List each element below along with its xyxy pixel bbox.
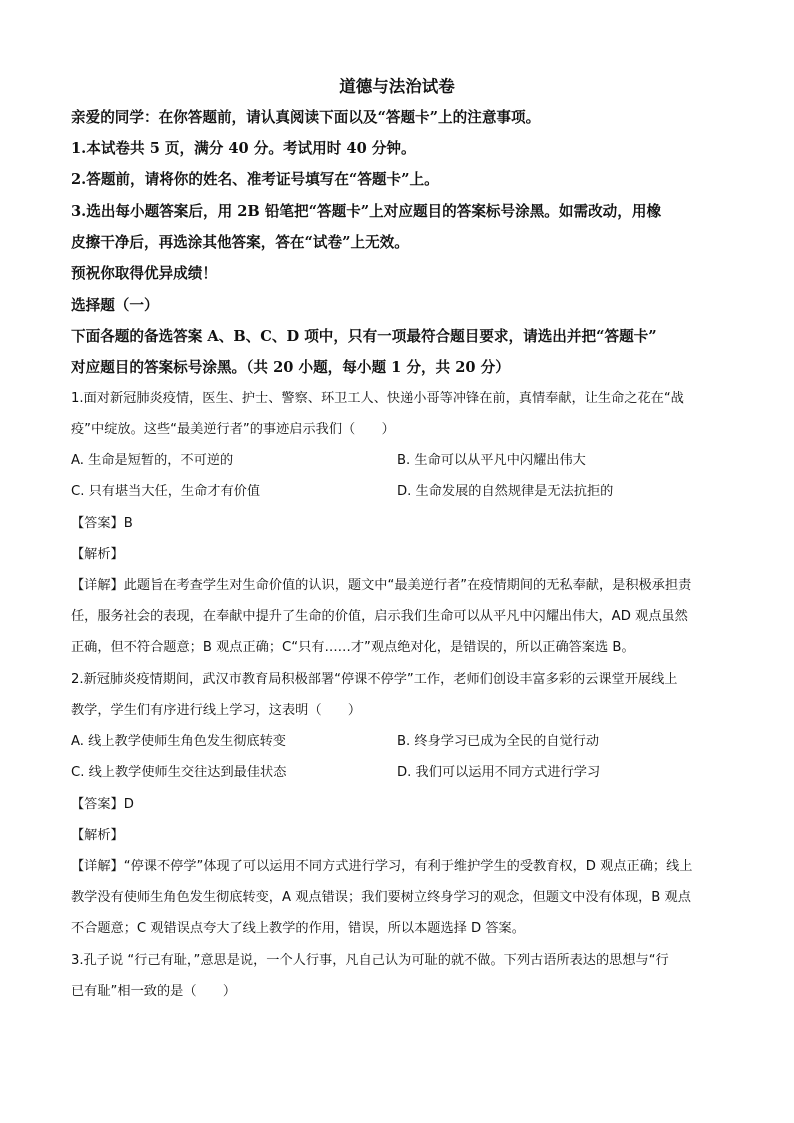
- question-1-analysis-label: [71, 544, 124, 565]
- question-2-detail-line-3: 不合题意；C 观错误点夸大了线上教学的作用，错误，所以本题选择 D 答案。: [71, 921, 525, 936]
- question-2-detail-line-2: 教学没有使师生角色发生彻底转变，A 观点错误；我们要树立终身学习的观念，但题文中没有体现，B 观点: [71, 890, 691, 905]
- question-1-detail-line-3: 正确，但不符合题意；B 观点正确；C“只有……才”观点绝对化，是错误的，所以正确答案选 B。: [71, 640, 635, 655]
- question-2-option-a: A. 线上教学使师生角色发生彻底转变: [71, 734, 286, 749]
- question-3-stem-line-1: 3.孔子说 “行己有耻，”意思是说，一个人行事，凡自己认为可耻的就不做。下列古语所表达的思想与“行: [71, 953, 669, 968]
- section-title: 选择题（一）: [71, 297, 159, 314]
- answer-label: 【答案】: [71, 797, 124, 812]
- instruction-item-2: 2.答题前，请将你的姓名、准考证号填写在“答题卡”上。: [71, 171, 439, 188]
- section-desc-line-1: 下面各题的备选答案 A、B、C、D 项中，只有一项最符合题目要求，请选出并把“答题卡”: [71, 328, 657, 345]
- question-2-stem-line-2: 教学，学生们有序进行线上学习，这表明（ ）: [71, 703, 362, 718]
- answer-label: 【答案】: [71, 516, 124, 531]
- question-1-option-d: D. 生命发展的自然规律是无法抗拒的: [397, 484, 614, 499]
- analysis-label: 【解析】: [71, 547, 124, 562]
- page-title: 道德与法治试卷: [339, 77, 455, 96]
- detail-text: “停课不停学”体现了可以运用不同方式进行学习，有利于维护学生的受教育权，D 观点正确；线上: [123, 859, 693, 874]
- analysis-label: 【解析】: [71, 828, 124, 843]
- answer-value: B: [123, 516, 133, 531]
- question-2-option-d: D. 我们可以运用不同方式进行学习: [397, 765, 601, 780]
- question-2-option-b: B. 终身学习已成为全民的自觉行动: [397, 734, 600, 749]
- question-1-option-a: A. 生命是短暂的，不可逆的: [71, 453, 234, 468]
- detail-label: 【详解】: [71, 578, 124, 593]
- instruction-item-3-line-2: 皮擦干净后，再选涂其他答案，答在“试卷”上无效。: [71, 234, 409, 251]
- question-1-option-c: C. 只有堪当大任，生命才有价值: [71, 484, 261, 499]
- detail-text: 此题旨在考查学生对生命价值的认识，题文中“最美逆行者”在疫情期间的无私奉献，是积极承担责: [123, 578, 692, 593]
- question-1-answer: [71, 513, 133, 534]
- question-1-option-b: B. 生命可以从平凡中闪耀出伟大: [397, 453, 586, 468]
- question-2-option-c: C. 线上教学使师生交往达到最佳状态: [71, 765, 287, 780]
- detail-label: 【详解】: [71, 859, 124, 874]
- question-2-answer: [71, 794, 134, 815]
- question-2-detail-line-1: [71, 857, 692, 877]
- question-3-stem-line-2: 已有耻”相一致的是（ ）: [71, 984, 237, 999]
- question-2-stem-line-1: 2.新冠肺炎疫情期间，武汉市教育局积极部署“停课不停学”工作，老师们创设丰富多彩的云课堂开展线上: [71, 672, 678, 687]
- answer-value: D: [123, 797, 134, 812]
- question-1-detail-line-1: [71, 576, 691, 596]
- instruction-wish: 预祝你取得优异成绩！: [71, 265, 217, 282]
- instruction-item-3-line-1: 3.选出每小题答案后，用 2B 铅笔把“答题卡”上对应题目的答案标号涂黑。如需改动，用橡: [71, 203, 662, 220]
- question-1-stem-line-2: 疫”中绽放。这些“最美逆行者”的事迹启示我们（ ）: [71, 422, 395, 437]
- question-1-stem-line-1: 1.面对新冠肺炎疫情，医生、护士、警察、环卫工人、快递小哥等冲锋在前，真情奉献，让生命之花在“战: [71, 391, 684, 406]
- question-1-detail-line-2: 任，服务社会的表现，在奉献中提升了生命的价值，启示我们生命可以从平凡中闪耀出伟大，AD 观点虽然: [71, 609, 688, 624]
- instruction-item-1: 1.本试卷共 5 页，满分 40 分。考试用时 40 分钟。: [71, 140, 416, 157]
- instruction-intro: 亲爱的同学：在你答题前，请认真阅读下面以及“答题卡”上的注意事项。: [71, 109, 541, 126]
- question-2-analysis-label: [71, 825, 124, 846]
- section-desc-line-2: 对应题目的答案标号涂黑。（共 20 小题，每小题 1 分，共 20 分）: [71, 359, 510, 376]
